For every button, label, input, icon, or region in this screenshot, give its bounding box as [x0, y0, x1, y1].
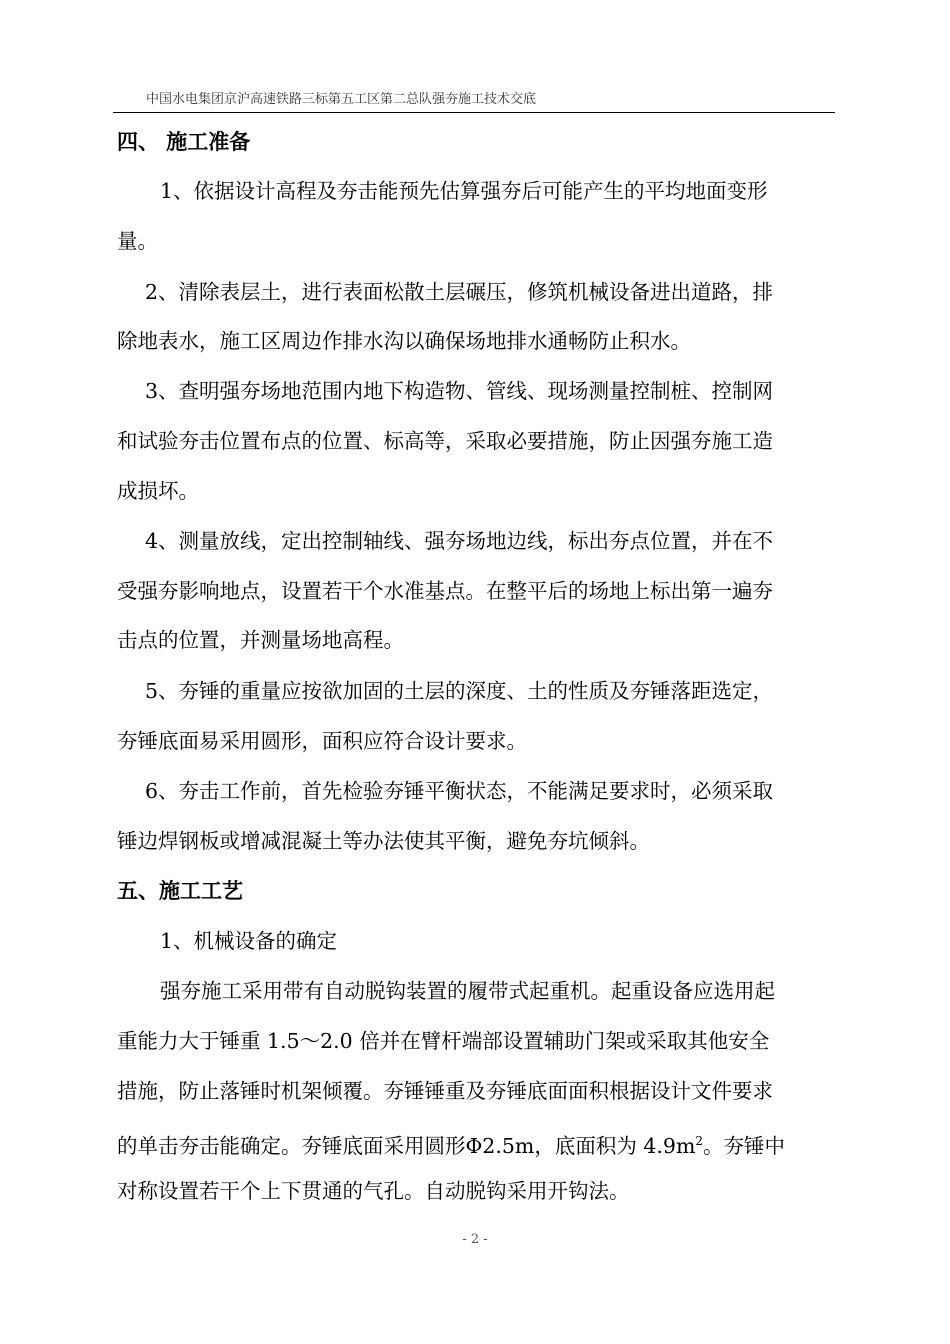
paragraph-line-4-tail: 。夯锤中: [703, 1134, 786, 1158]
area-unit-superscript: 2: [695, 1134, 704, 1148]
item-3-line-2: 和试验夯击位置布点的位置、标高等，采取必要措施，防止因强夯施工造: [117, 429, 773, 453]
paragraph-line-2: 重能力大于锤重 1.5～2.0 倍并在臂杆端部设置辅助门架或采取其他安全: [117, 1029, 770, 1053]
item-4-line-1: 4、测量放线，定出控制轴线、强夯场地边线，标出夯点位置，并在不: [145, 529, 774, 553]
paragraph-line-1: 强夯施工采用带有自动脱钩装置的履带式起重机。起重设备应选用起: [160, 979, 775, 1003]
item-1-line-1: 1、依据设计高程及夯击能预先估算强夯后可能产生的平均地面变形: [160, 179, 768, 203]
item-3-line-1: 3、查明强夯场地范围内地下构造物、管线、现场测量控制桩、控制网: [145, 379, 774, 403]
item-4-line-3: 击点的位置，并测量场地高程。: [117, 628, 404, 652]
subsection-1-title: 1、机械设备的确定: [160, 929, 338, 953]
item-1-line-2: 量。: [117, 229, 158, 253]
document-header: 中国水电集团京沪高速铁路三标第五工区第二总队强夯施工技术交底: [146, 92, 537, 107]
paragraph-line-3: 措施，防止落锤时机架倾覆。夯锤锤重及夯锤底面面积根据设计文件要求: [117, 1079, 773, 1103]
header-rule: [113, 112, 835, 113]
item-3-line-3: 成损坏。: [117, 479, 199, 503]
item-6-line-1: 6、夯击工作前，首先检验夯锤平衡状态，不能满足要求时，必须采取: [145, 779, 774, 803]
item-2-line-1: 2、清除表层土，进行表面松散土层碾压，修筑机械设备进出道路，排: [145, 280, 774, 304]
item-6-line-2: 锤边焊钢板或增减混凝土等办法使其平衡，避免夯坑倾斜。: [117, 829, 650, 853]
item-2-line-2: 除地表水，施工区周边作排水沟以确保场地排水通畅防止积水。: [117, 329, 691, 353]
paragraph-line-4-text: 的单击夯击能确定。夯锤底面采用圆形Φ2.5m，底面积为 4.9m: [117, 1134, 696, 1158]
section-5-heading: 五、施工工艺: [117, 878, 243, 903]
paragraph-line-5: 对称设置若干个上下贯通的气孔。自动脱钩采用开钩法。: [117, 1179, 630, 1203]
item-5-line-1: 5、夯锤的重量应按欲加固的土层的深度、土的性质及夯锤落距选定，: [145, 679, 774, 703]
section-4-heading: 四、 施工准备: [117, 129, 251, 154]
item-4-line-2: 受强夯影响地点，设置若干个水准基点。在整平后的场地上标出第一遍夯: [117, 579, 773, 603]
page-number: - 2 -: [462, 1232, 488, 1247]
paragraph-line-4: [117, 1126, 837, 1161]
item-5-line-2: 夯锤底面易采用圆形，面积应符合设计要求。: [117, 729, 527, 753]
